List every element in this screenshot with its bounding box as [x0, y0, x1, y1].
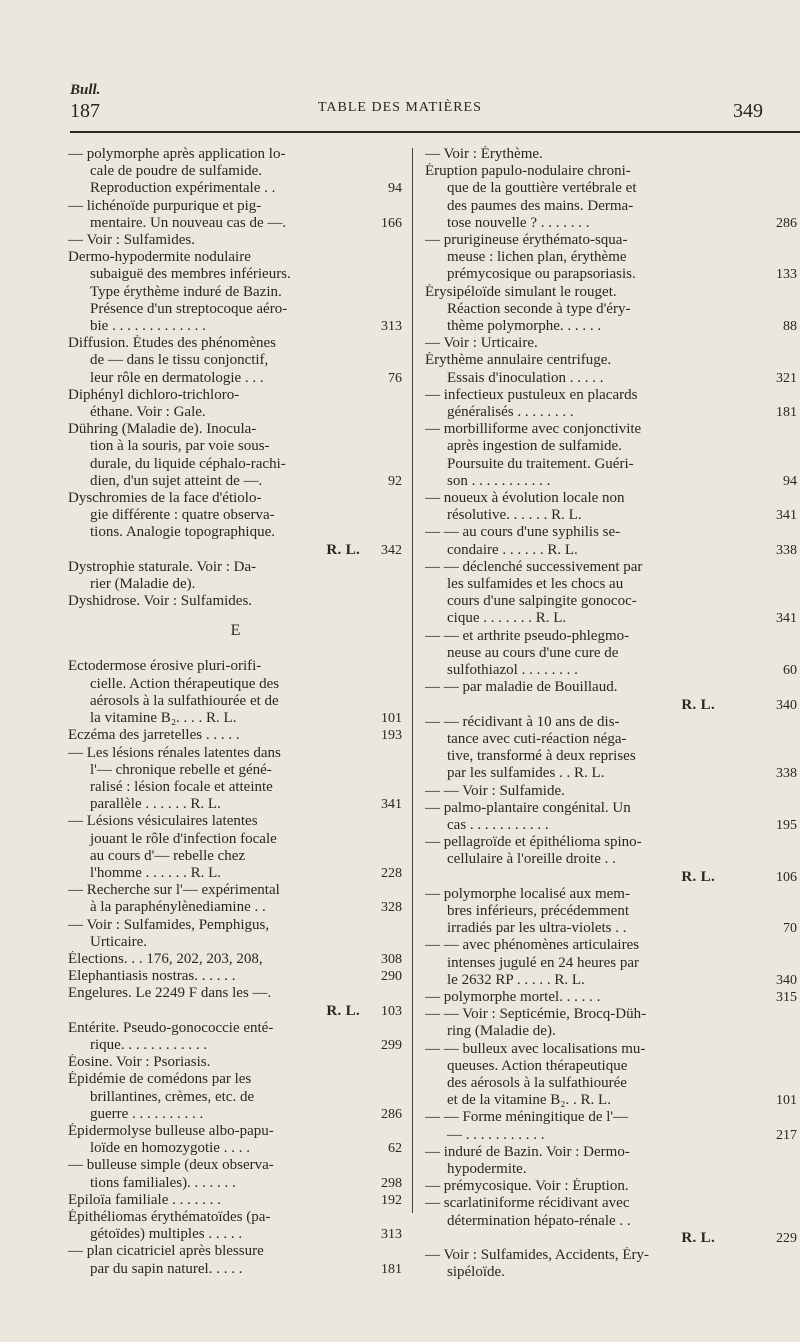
index-entry	[425, 834, 797, 886]
entry-line: Élections. . . 176, 202, 203, 208,	[68, 950, 263, 967]
entry-line: aérosols à la sulfathiourée et de	[90, 692, 279, 709]
entry-line: cours d'une salpingite gonococ-	[447, 593, 637, 610]
entry-line: sulfothiazol . . . . . . . .	[447, 662, 578, 679]
index-entry	[425, 679, 797, 713]
entry-line: — — Voir : Sulfamide.	[425, 782, 565, 799]
index-entry	[425, 1195, 797, 1247]
index-entry	[425, 524, 797, 558]
entry-line: — morbilliforme avec conjonctivite	[425, 421, 642, 438]
index-entry	[68, 1209, 404, 1243]
page-reference: 341	[776, 508, 797, 524]
entry-line: par les sulfamides . . R. L.	[447, 765, 605, 782]
page-reference: 290	[381, 969, 402, 985]
entry-line: éthane. Voir : Gale.	[90, 404, 206, 421]
page-reference: 341	[381, 797, 402, 813]
entry-line: Entérite. Pseudo-gonococcie enté-	[68, 1019, 274, 1036]
index-entry	[68, 232, 404, 249]
entry-line: — — avec phénomènes articulaires	[425, 937, 640, 954]
entry-line: — polymorphe localisé aux mem-	[425, 885, 630, 902]
page-reference: 101	[776, 1093, 797, 1109]
page-reference: 60	[783, 663, 797, 679]
entry-line: — — bulleux avec localisations mu-	[425, 1040, 646, 1057]
entry-line: — Voir : Sulfamides.	[68, 232, 195, 249]
index-entry	[425, 1144, 755, 1178]
entry-line: — — Voir : Septicémie, Brocq-Düh-	[425, 1006, 647, 1023]
index-entry	[68, 968, 404, 985]
page-reference: 286	[776, 215, 797, 231]
entry-line: — scarlatiniforme récidivant avec	[425, 1195, 630, 1212]
entry-line: — Recherche sur l'— expérimental	[68, 882, 280, 899]
entry-line: son . . . . . . . . . . .	[447, 472, 551, 489]
entry-line: bres inférieurs, précédemment	[447, 902, 629, 919]
entry-line: — — Forme méningitique de l'—	[425, 1109, 629, 1126]
entry-line: Reproduction expérimentale . .	[90, 180, 276, 197]
entry-line: thème polymorphe. . . . . .	[447, 318, 602, 335]
entry-line: rier (Maladie de).	[90, 576, 196, 593]
index-entry	[68, 951, 404, 968]
entry-line: tions. Analogie topographique.	[90, 524, 275, 541]
index-entry	[425, 1006, 755, 1040]
entry-line: — polymorphe après application lo-	[68, 146, 286, 162]
entry-line: gétoïdes) multiples . . . . .	[90, 1226, 243, 1243]
index-entry	[425, 1109, 797, 1143]
entry-line: — induré de Bazin. Voir : Dermo-	[425, 1143, 630, 1160]
index-entry	[68, 985, 404, 1019]
entry-line: Essais d'inoculation . . . . .	[447, 369, 604, 386]
index-entry	[425, 937, 797, 989]
entry-line: — noueux à évolution locale non	[425, 490, 625, 507]
page-reference: 88	[783, 319, 797, 335]
index-entry	[68, 249, 404, 335]
index-entry	[68, 593, 404, 610]
index-entry	[68, 658, 404, 727]
entry-line: Épidémie de comédons par les	[68, 1071, 252, 1088]
entry-line: généralisés . . . . . . . .	[447, 404, 574, 421]
index-entry	[425, 1247, 755, 1281]
section-letter: E	[230, 622, 242, 640]
entry-line: cellulaire à l'oreille droite . .	[447, 851, 616, 868]
entry-line: — palmo-plantaire congénital. Un	[425, 799, 631, 816]
entry-line: Eczéma des jarretelles . . . . .	[68, 727, 240, 744]
entry-line: cas . . . . . . . . . . .	[447, 816, 549, 833]
entry-line: tion à la souris, par voie sous-	[90, 438, 270, 455]
page-reference: 92	[388, 473, 402, 489]
index-entry	[68, 745, 404, 814]
entry-line: Érysipéloïde simulant le rouget.	[425, 283, 617, 300]
index-entry	[425, 627, 797, 680]
entry-line: — Voir : Sulfamides, Accidents, Éry-	[425, 1247, 650, 1263]
page-reference: 299	[381, 1037, 402, 1053]
entry-line: Poursuite du traitement. Guéri-	[447, 455, 634, 472]
page-reference: 340	[776, 972, 797, 988]
index-entry	[68, 1020, 404, 1054]
index-entry	[68, 917, 404, 951]
entry-line: — . . . . . . . . . . .	[447, 1126, 545, 1143]
index-entry	[68, 387, 404, 421]
index-entry	[425, 1178, 755, 1195]
entry-line: tose nouvelle ? . . . . . . .	[447, 214, 590, 231]
entry-line: tions familiales). . . . . . .	[90, 1174, 236, 1191]
page-reference: 342	[381, 542, 402, 558]
page-reference: 341	[776, 611, 797, 627]
page-reference: 286	[381, 1106, 402, 1122]
page-reference: 70	[783, 921, 797, 937]
entry-line: brillantines, crèmes, etc. de	[90, 1088, 255, 1105]
page-reference: 94	[783, 473, 797, 489]
entry-line: prémycosique ou parapsoriasis.	[447, 266, 636, 283]
entry-line: R. L.	[681, 868, 715, 885]
entry-line: loïde en homozygotie . . . .	[90, 1140, 250, 1157]
entry-line: le 2632 RP . . . . . R. L.	[447, 971, 585, 988]
page-reference: 338	[776, 542, 797, 558]
index-entry	[425, 386, 797, 421]
page-reference: 313	[381, 1227, 402, 1243]
entry-line: détermination hépato-rénale . .	[447, 1212, 631, 1229]
index-entry	[425, 163, 797, 232]
entry-line: de — dans le tissu conjonctif,	[90, 352, 269, 369]
page-reference: 338	[776, 766, 797, 782]
page-reference: 313	[381, 319, 402, 335]
header-rule	[70, 131, 800, 133]
page-reference: 76	[388, 370, 402, 386]
entry-line: — — récidivant à 10 ans de dis-	[425, 713, 620, 730]
page-reference: 94	[388, 181, 402, 197]
entry-line: Engelures. Le 2249 F dans les —.	[68, 985, 272, 1002]
entry-line: cique . . . . . . . R. L.	[447, 610, 567, 627]
column-divider	[412, 148, 413, 1213]
page-reference: 181	[776, 405, 797, 421]
entry-line: — — et arthrite pseudo-phlegmo-	[425, 627, 630, 644]
entry-line: Type érythème induré de Bazin.	[90, 283, 282, 300]
entry-line: intenses jugulé en 24 heures par	[447, 954, 640, 971]
entry-line: R. L.	[326, 541, 360, 558]
index-entry	[425, 490, 797, 524]
entry-line: — — par maladie de Bouillaud.	[425, 679, 618, 696]
entry-line: Dyschromies de la face d'étiolo-	[68, 490, 262, 507]
entry-line: et de la vitamine B₂. . R. L.	[447, 1092, 611, 1109]
entry-line: mentaire. Un nouveau cas de —.	[90, 214, 287, 231]
entry-line: — plan cicatriciel après blessure	[68, 1243, 264, 1260]
page-reference: 229	[776, 1230, 797, 1246]
index-entry	[425, 421, 797, 490]
entry-line: Urticaire.	[90, 933, 148, 950]
index-entry	[425, 335, 755, 352]
index-entry	[425, 988, 797, 1006]
entry-line: — pellagroïde et épithélioma spino-	[425, 834, 642, 851]
entry-line: des aérosols à la sulfathiourée	[447, 1074, 627, 1091]
entry-line: rique. . . . . . . . . . . .	[90, 1036, 208, 1053]
entry-line: Érythème annulaire centrifuge.	[425, 352, 612, 369]
index-entry	[425, 352, 797, 386]
entry-line: que de la gouttière vertébrale et	[447, 180, 637, 197]
entry-line: cielle. Action thérapeutique des	[90, 675, 280, 692]
entry-line: guerre . . . . . . . . . .	[90, 1105, 204, 1122]
entry-line: l'— chronique rebelle et géné-	[90, 761, 272, 778]
entry-line: Épithéliomas érythématoïdes (pa-	[68, 1208, 271, 1225]
journal-abbrev: Bull.	[70, 82, 101, 98]
page-reference: 315	[776, 989, 797, 1005]
entry-line: Diphényl dichloro-trichloro-	[68, 386, 240, 403]
entry-line: R. L.	[326, 1002, 360, 1019]
entry-line: Epiloïa familiale . . . . . . .	[68, 1191, 221, 1208]
index-entry	[68, 490, 404, 559]
left-column	[68, 146, 404, 1278]
entry-line: — Voir : Érythème.	[425, 146, 543, 162]
entry-line: Réaction seconde à type d'éry-	[447, 300, 631, 317]
entry-line: — Voir : Urticaire.	[425, 335, 538, 352]
index-entry	[425, 885, 797, 938]
entry-line: Dystrophie staturale. Voir : Da-	[68, 558, 257, 575]
page-reference: 133	[776, 267, 797, 283]
entry-line: Éosine. Voir : Psoriasis.	[68, 1054, 211, 1071]
page-reference: 192	[381, 1192, 402, 1208]
entry-line: au cours d'— rebelle chez	[90, 847, 246, 864]
entry-line: Dühring (Maladie de). Inocula-	[68, 421, 257, 438]
index-entry	[68, 1071, 404, 1123]
entry-line: Elephantiasis nostras. . . . . .	[68, 968, 236, 985]
entry-line: après ingestion de sulfamide.	[447, 438, 622, 455]
index-entry	[68, 727, 404, 744]
entry-line: — prémycosique. Voir : Éruption.	[425, 1178, 629, 1195]
entry-line: Diffusion. Études des phénomènes	[68, 335, 277, 352]
index-entry	[68, 1243, 404, 1277]
entry-line: tance avec cuti-réaction néga-	[447, 730, 627, 747]
entry-line: par du sapin naturel. . . . .	[90, 1260, 243, 1277]
entry-line: parallèle . . . . . . R. L.	[90, 796, 221, 813]
entry-line: gie différente : quatre observa-	[90, 507, 275, 524]
index-entry	[425, 713, 797, 783]
index-entry	[68, 1054, 404, 1071]
entry-line: Éruption papulo-nodulaire chroni-	[425, 163, 631, 180]
entry-line: R. L.	[681, 696, 715, 713]
index-entry	[425, 283, 797, 336]
index-entry	[425, 783, 755, 800]
entry-line: des paumes des mains. Derma-	[447, 197, 634, 214]
entry-line: condaire . . . . . . R. L.	[447, 541, 578, 558]
entry-line: — polymorphe mortel. . . . . .	[425, 988, 601, 1005]
index-entry	[425, 146, 755, 163]
index-entry	[68, 1157, 404, 1191]
entry-line: — — déclenché successivement par	[425, 558, 643, 575]
entry-line: — Lésions vésiculaires latentes	[68, 813, 258, 830]
page-reference: 106	[776, 869, 797, 885]
index-entry	[425, 232, 797, 284]
index-entry	[68, 335, 404, 387]
entry-line: — infectieux pustuleux en placards	[425, 386, 638, 403]
entry-line: Dermo-hypodermite nodulaire	[68, 249, 251, 266]
page-reference: 62	[388, 1141, 402, 1157]
entry-line: — Voir : Sulfamides, Pemphigus,	[68, 916, 270, 933]
index-entry	[425, 1040, 797, 1110]
entry-line: — lichénoïde purpurique et pig-	[68, 197, 262, 214]
entry-line: dien, d'un sujet atteint de —.	[90, 472, 263, 489]
entry-line: neuse au cours d'une cure de	[447, 644, 619, 661]
entry-line: Présence d'un streptocoque aéro-	[90, 300, 288, 317]
entry-line: R. L.	[681, 1229, 715, 1246]
entry-line: — Les lésions rénales latentes dans	[68, 744, 281, 761]
entry-line: ralisé : lésion focale et atteinte	[90, 778, 273, 795]
entry-line: hypodermite.	[447, 1160, 527, 1177]
right-column	[425, 146, 797, 1281]
page-reference: 103	[381, 1003, 402, 1019]
page-reference: 181	[381, 1261, 402, 1277]
entry-line: durale, du liquide céphalo-rachi-	[90, 455, 286, 472]
entry-line: leur rôle en dermatologie . . .	[90, 369, 264, 386]
page-reference: 328	[381, 900, 402, 916]
index-entry	[425, 558, 797, 628]
page-reference: 193	[381, 728, 402, 744]
entry-line: cale de poudre de sulfamide.	[90, 163, 263, 180]
entry-line: Épidermolyse bulleuse albo-papu-	[68, 1122, 274, 1139]
page-reference: 308	[381, 951, 402, 967]
entry-line: meuse : lichen plan, érythème	[447, 249, 627, 266]
entry-line: — prurigineuse érythémato-squa-	[425, 232, 628, 249]
entry-line: Dyshidrose. Voir : Sulfamides.	[68, 593, 253, 610]
entry-line: ring (Maladie de).	[447, 1023, 556, 1040]
index-entry	[68, 559, 404, 593]
index-entry	[68, 882, 404, 916]
entry-line: irradiés par les ultra-violets . .	[447, 920, 627, 937]
entry-line: résolutive. . . . . . R. L.	[447, 507, 582, 524]
page-reference: 321	[776, 370, 797, 386]
entry-line: l'homme . . . . . . R. L.	[90, 864, 222, 881]
entry-line: les sulfamides et les chocs au	[447, 576, 624, 593]
entry-line: tive, transformé à deux reprises	[447, 748, 636, 765]
index-entry	[68, 198, 404, 232]
page-reference: 340	[776, 697, 797, 713]
page-reference: 195	[776, 817, 797, 833]
index-entry	[425, 799, 797, 834]
entry-line: jouant le rôle d'infection focale	[90, 830, 277, 847]
entry-line: sipéloïde.	[447, 1264, 505, 1281]
page-reference: 228	[381, 865, 402, 881]
page-title: TABLE DES MATIÈRES	[318, 100, 482, 115]
page-reference: 217	[776, 1127, 797, 1143]
entry-line: — bulleuse simple (deux observa-	[68, 1157, 274, 1174]
entry-line: queuses. Action thérapeutique	[447, 1057, 628, 1074]
page-reference: 298	[381, 1175, 402, 1191]
index-entry	[68, 1192, 404, 1209]
page-reference: 166	[381, 215, 402, 231]
entry-line: Ectodermose érosive pluri-orifi-	[68, 658, 262, 675]
entry-line: subaiguë des membres inférieurs.	[90, 266, 291, 283]
index-entry	[68, 421, 404, 490]
entry-line: — — au cours d'une syphilis se-	[425, 524, 621, 541]
index-entry	[68, 813, 404, 882]
index-entry	[68, 1123, 404, 1157]
volume-number: 187	[70, 100, 100, 122]
page-reference: 101	[381, 711, 402, 727]
page-number: 349	[733, 100, 763, 122]
entry-line: bie . . . . . . . . . . . . .	[90, 318, 206, 335]
index-entry	[68, 146, 404, 198]
entry-line: à la paraphénylènediamine . .	[90, 899, 266, 916]
entry-line: la vitamine B₂. . . . R. L.	[90, 710, 237, 727]
